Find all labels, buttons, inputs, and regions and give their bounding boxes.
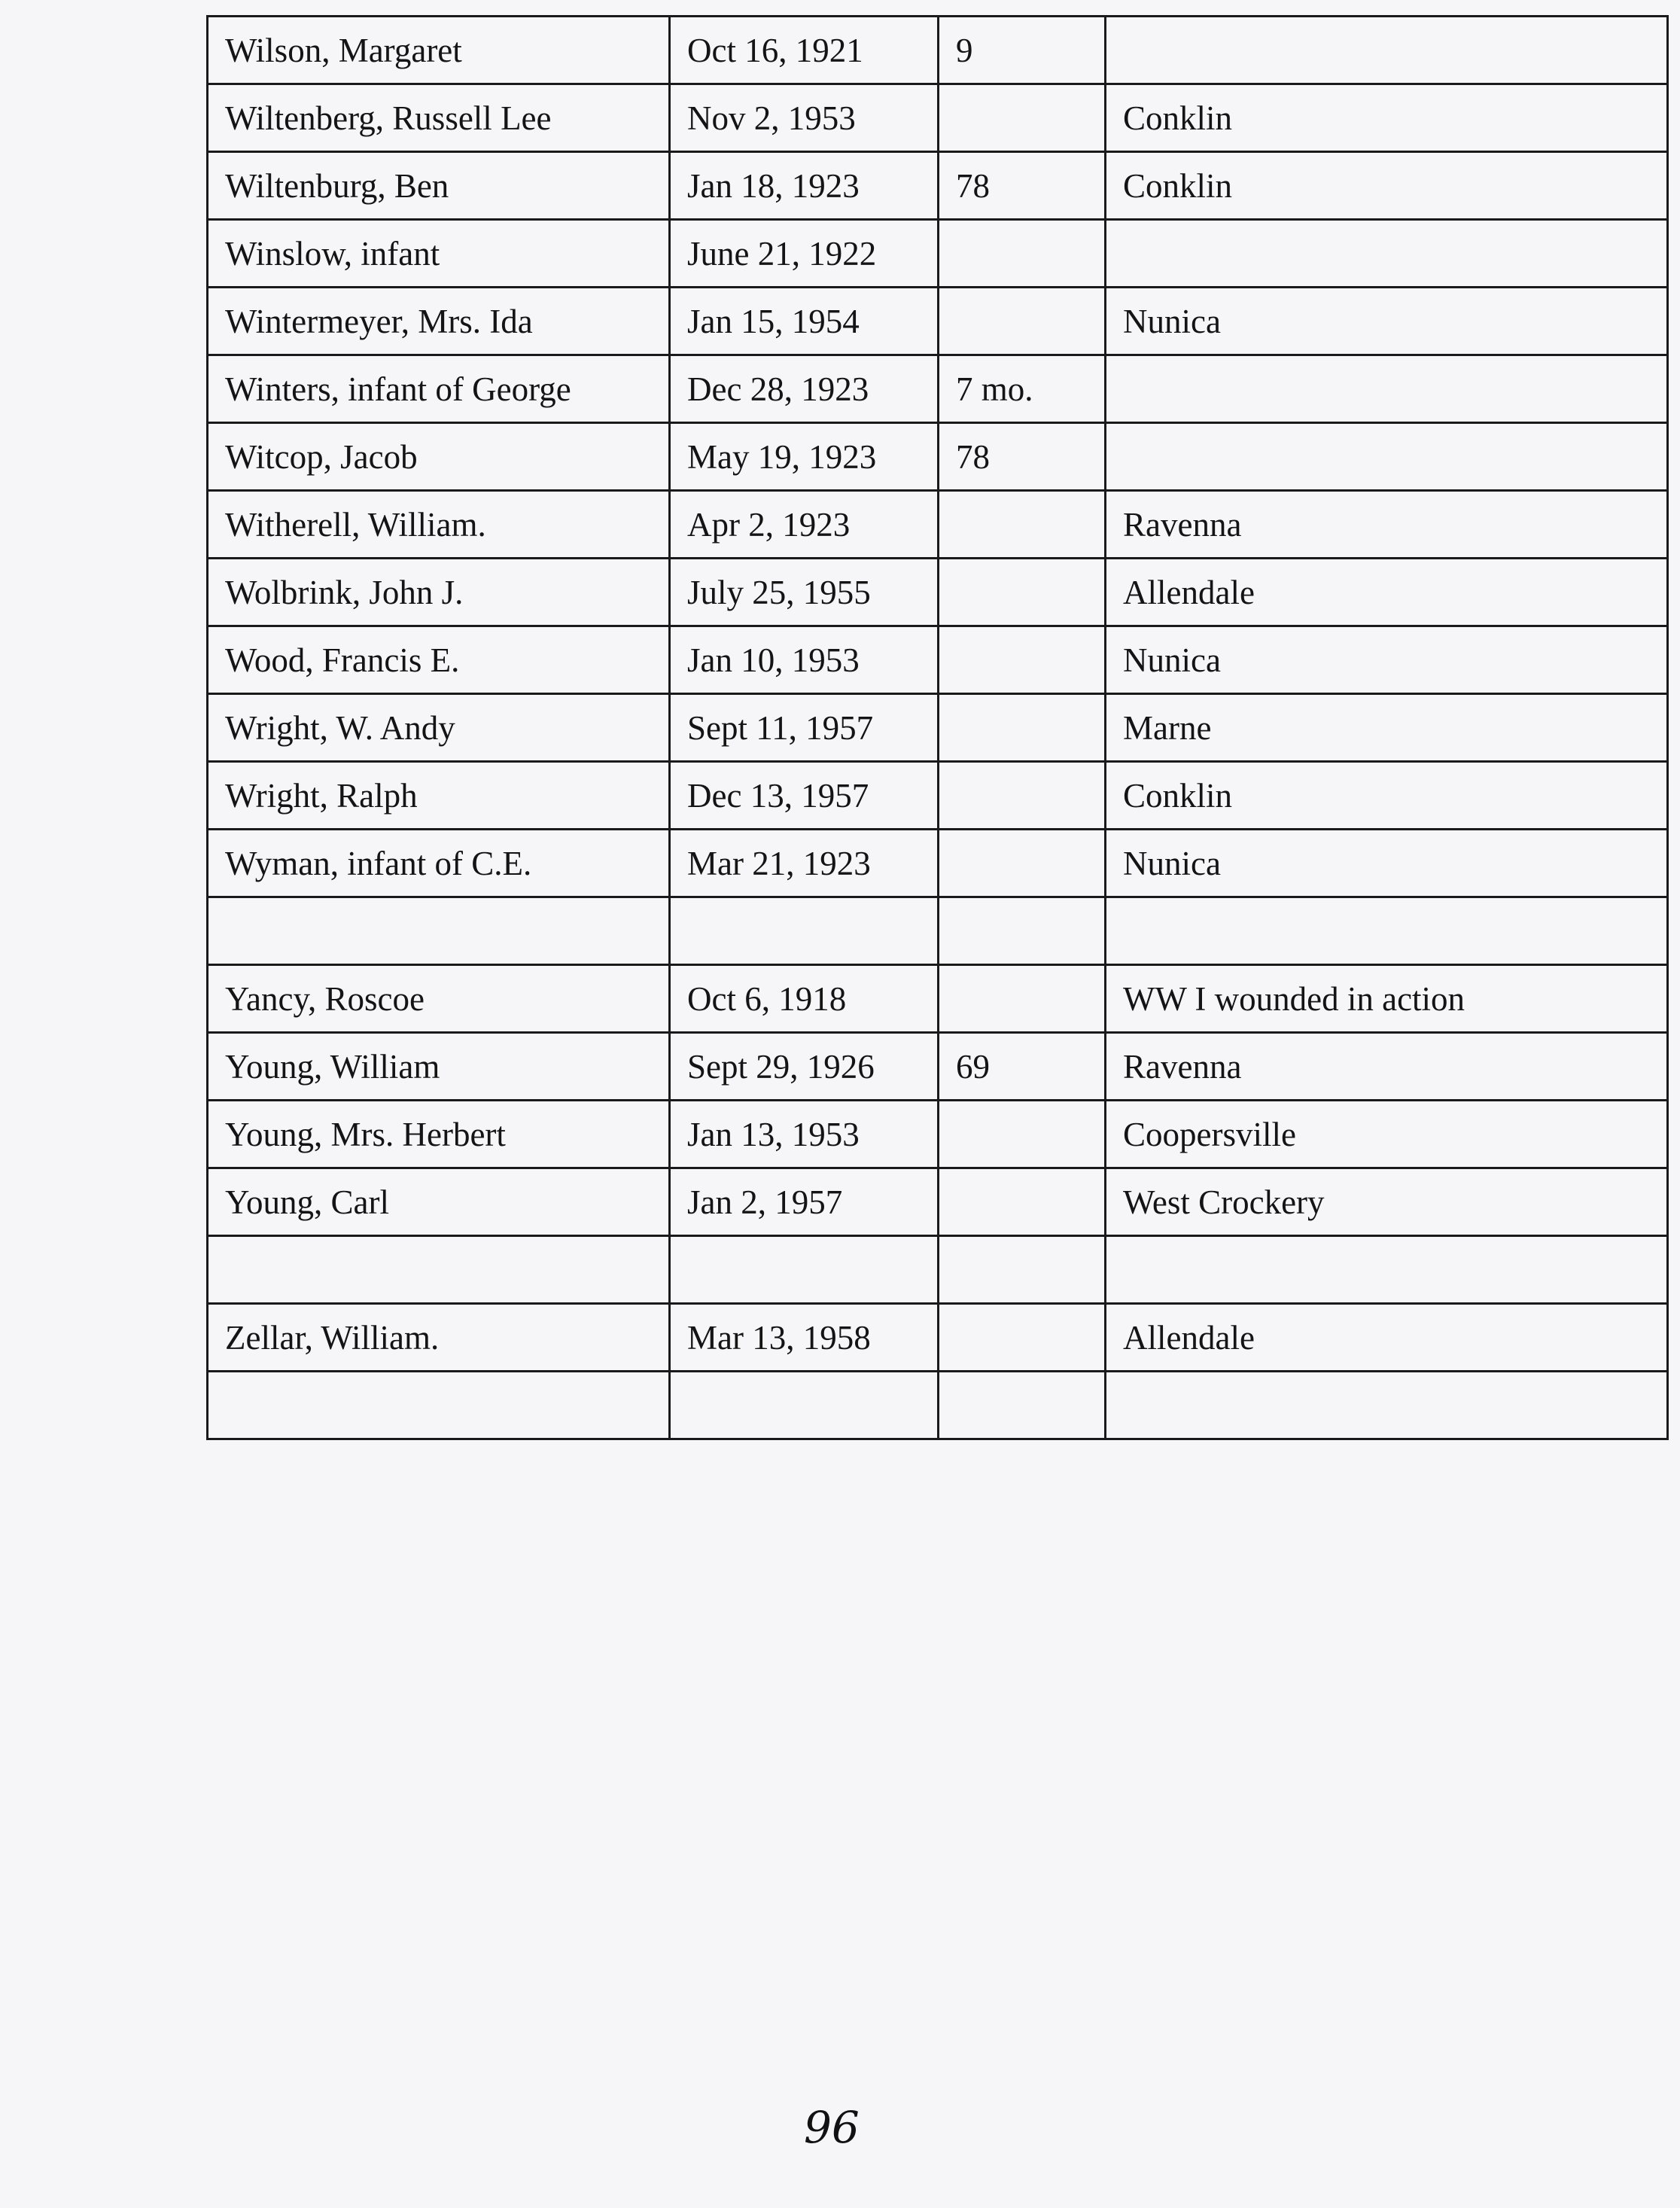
cell-name [208, 1372, 670, 1439]
cell-name: Wright, W. Andy [208, 694, 670, 762]
cell-date: Jan 13, 1953 [670, 1101, 939, 1168]
cell-age [939, 559, 1106, 626]
cell-date: Mar 13, 1958 [670, 1304, 939, 1372]
table-row [208, 1304, 1668, 1372]
cell-place [1106, 17, 1668, 84]
cell-age: 9 [939, 17, 1106, 84]
cell-age [939, 1101, 1106, 1168]
table-row [208, 559, 1668, 626]
cell-place: Nunica [1106, 288, 1668, 355]
cell-place: West Crockery [1106, 1168, 1668, 1236]
cell-age [939, 220, 1106, 288]
cell-place [1106, 1372, 1668, 1439]
cell-date: Jan 15, 1954 [670, 288, 939, 355]
cell-place [1106, 1236, 1668, 1304]
cell-name: Wright, Ralph [208, 762, 670, 830]
cell-date [670, 1236, 939, 1304]
cell-age [939, 626, 1106, 694]
cell-age: 69 [939, 1033, 1106, 1101]
table-row [208, 220, 1668, 288]
cell-place [1106, 355, 1668, 423]
table-row [208, 1372, 1668, 1439]
cell-age [939, 830, 1106, 897]
cell-age: 78 [939, 152, 1106, 220]
cell-name: Wiltenberg, Russell Lee [208, 84, 670, 152]
cell-name: Wilson, Margaret [208, 17, 670, 84]
table-row [208, 17, 1668, 84]
table-row [208, 1236, 1668, 1304]
table-row [208, 1101, 1668, 1168]
cell-name: Zellar, William. [208, 1304, 670, 1372]
cell-age [939, 1168, 1106, 1236]
cell-age: 78 [939, 423, 1106, 491]
cell-name: Winslow, infant [208, 220, 670, 288]
table-row [208, 152, 1668, 220]
cell-name: Wintermeyer, Mrs. Ida [208, 288, 670, 355]
cell-place: Nunica [1106, 626, 1668, 694]
cell-date: Dec 13, 1957 [670, 762, 939, 830]
cell-name [208, 897, 670, 965]
cell-name: Wiltenburg, Ben [208, 152, 670, 220]
cell-name: Young, Carl [208, 1168, 670, 1236]
table-row [208, 694, 1668, 762]
cell-age [939, 1372, 1106, 1439]
cell-name: Young, William [208, 1033, 670, 1101]
cell-place: Conklin [1106, 84, 1668, 152]
cell-place [1106, 423, 1668, 491]
table-row [208, 965, 1668, 1033]
cell-age [939, 762, 1106, 830]
cell-name: Witcop, Jacob [208, 423, 670, 491]
cell-place [1106, 220, 1668, 288]
cell-date: Apr 2, 1923 [670, 491, 939, 559]
table-row [208, 491, 1668, 559]
cell-name: Yancy, Roscoe [208, 965, 670, 1033]
cell-place: WW I wounded in action [1106, 965, 1668, 1033]
cell-date [670, 897, 939, 965]
cell-name: Wyman, infant of C.E. [208, 830, 670, 897]
cell-date: Sept 29, 1926 [670, 1033, 939, 1101]
table-row [208, 626, 1668, 694]
cell-date: May 19, 1923 [670, 423, 939, 491]
cell-date: Jan 10, 1953 [670, 626, 939, 694]
table-row [208, 897, 1668, 965]
cell-name: Wood, Francis E. [208, 626, 670, 694]
cell-place: Allendale [1106, 559, 1668, 626]
cell-age [939, 694, 1106, 762]
cell-place: Ravenna [1106, 491, 1668, 559]
register-body [208, 17, 1668, 1439]
cell-date: Nov 2, 1953 [670, 84, 939, 152]
cell-date: July 25, 1955 [670, 559, 939, 626]
cell-date [670, 1372, 939, 1439]
cell-age [939, 1304, 1106, 1372]
cell-name: Winters, infant of George [208, 355, 670, 423]
cell-date: Jan 2, 1957 [670, 1168, 939, 1236]
cell-date: Dec 28, 1923 [670, 355, 939, 423]
table-row [208, 830, 1668, 897]
cell-name: Young, Mrs. Herbert [208, 1101, 670, 1168]
cell-place: Allendale [1106, 1304, 1668, 1372]
page-number: 96 [804, 2102, 860, 2153]
cell-date: Oct 16, 1921 [670, 17, 939, 84]
death-register-table [206, 15, 1669, 1440]
table-row [208, 1168, 1668, 1236]
cell-age [939, 84, 1106, 152]
cell-name: Wolbrink, John J. [208, 559, 670, 626]
cell-place: Marne [1106, 694, 1668, 762]
table-row [208, 355, 1668, 423]
table-row [208, 288, 1668, 355]
table-row [208, 1033, 1668, 1101]
table-row [208, 84, 1668, 152]
cell-place: Coopersville [1106, 1101, 1668, 1168]
cell-place: Nunica [1106, 830, 1668, 897]
cell-place: Ravenna [1106, 1033, 1668, 1101]
cell-age [939, 1236, 1106, 1304]
cell-place: Conklin [1106, 762, 1668, 830]
table-row [208, 762, 1668, 830]
cell-age [939, 965, 1106, 1033]
cell-date: Sept 11, 1957 [670, 694, 939, 762]
cell-age: 7 mo. [939, 355, 1106, 423]
table-row [208, 423, 1668, 491]
cell-age [939, 288, 1106, 355]
cell-date: Mar 21, 1923 [670, 830, 939, 897]
cell-date: Oct 6, 1918 [670, 965, 939, 1033]
cell-date: June 21, 1922 [670, 220, 939, 288]
cell-place [1106, 897, 1668, 965]
cell-place: Conklin [1106, 152, 1668, 220]
cell-age [939, 491, 1106, 559]
cell-name [208, 1236, 670, 1304]
cell-date: Jan 18, 1923 [670, 152, 939, 220]
cell-age [939, 897, 1106, 965]
cell-name: Witherell, William. [208, 491, 670, 559]
